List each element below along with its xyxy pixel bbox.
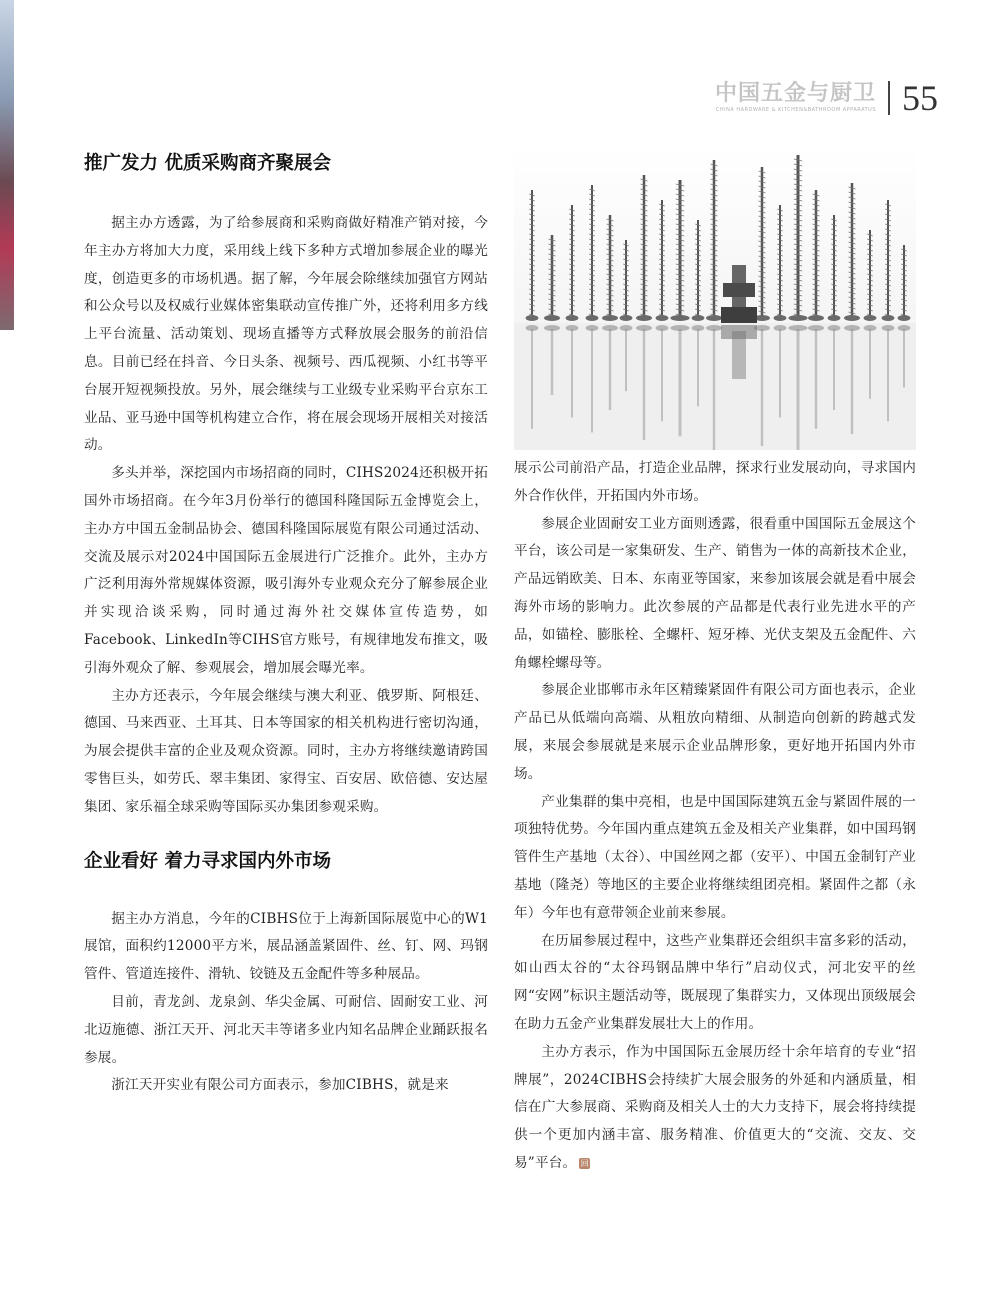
hex-nut [723,283,755,297]
screw-head [620,315,633,321]
screw-head-reflection [544,325,560,331]
paragraph: 产业集群的集中亮相，也是中国国际建筑五金与紧固件展的一项独特优势。今年国内重点建筑五金及相关产业集群，如中国玛钢管件生产基地（太谷）、中国丝网之都（安平）、中国五金制钉产业基地（隆尧）等地区的主要企业将继续组团亮相。紧固件之都（永年）今年也有意带领企业前来参展。 [514,793,916,921]
screw-head-reflection [636,325,652,331]
paragraph-final-text: 主办方表示，作为中国国际五金展历经十余年培育的专业“招牌展”，2024CIBHS会持续扩大展会服务的外延和内涵质量，相信在广大参展商、采购商及相关人士的大力支持下，展会将持续提供一个更加内涵丰富、服务精准、价值更大的“交流、交友、交易”平台。 [514,1043,916,1171]
paragraph: 参展企业固耐安工业方面则透露，很看重中国国际五金展这个平台，该公司是一家集研发、生产、销售为一体的高新技术企业，产品远销欧美、日本、东南亚等国家，来参加该展会就是看中展会海外市场的影响力。此次参展的产品都是代表行业先进水平的产品，如锚栓、膨胀栓、全螺杆、短牙棒、光伏支架及五金配件、六角螺栓螺母等。 [514,515,916,671]
screw-head-reflection [882,325,895,331]
paragraph: 在历届参展过程中，这些产业集群还会组织丰富多彩的活动，如山西太谷的“太谷玛钢品牌中华行”启动仪式，河北安平的丝网“安网”标识主题活动等，既展现了集群实力，又体现出顶级展会在助力五金产业集群发展壮大上的作用。 [514,932,916,1032]
masthead-divider [888,81,890,115]
screw-head [566,315,579,321]
screw-head [882,315,895,321]
screw-head-reflection [526,325,539,331]
paragraph: 据主办方消息，今年的CIBHS位于上海新国际展览中心的W1展馆，面积约12000平方米，展品涵盖紧固件、丝、钉、网、玛钢管件、管道连接件、滑轨、铰链及五金配件等多种展品。 [84,910,488,983]
screw-head [636,315,652,321]
screw-head [864,315,877,321]
paragraph: 参展企业邯郸市永年区精臻紧固件有限公司方面也表示，企业产品已从低端向高端、从粗放向精细、从制造向创新的跨越式发展，来展会参展就是来展示企业品牌形象，更好地开拓国内外市场。 [514,682,916,782]
screw-head [656,315,669,321]
end-mark-icon: 回 [580,1158,589,1168]
screw-head-reflection [828,325,841,331]
masthead [715,78,938,118]
screw-head-reflection [864,325,877,331]
edge-photo-strip [0,0,14,330]
screw-head-reflection [566,325,579,331]
paragraph-final [514,1039,916,1178]
screw-head-reflection [844,325,860,331]
paragraph: 据主办方透露，为了给参展商和采购商做好精准产销对接，今年主办方将加大力度，采用线上线下多种方式增加参展企业的曝光度，创造更多的市场机遇。据了解，今年展会除继续加强官方网站和公众号以及权威行业媒体密集联动宣传推广外，还将利用多方线上平台流量、活动策划、现场直播等方式释放展会服务的前沿信息。目前已经在抖音、今日头条、视频号、西瓜视频、小红书等平台展开短视频投放。另外，展会继续与工业级专业采购平台京东工业品、亚马逊中国等机构建立合作，将在展会现场开展相关对接活动。 [84,215,488,454]
screw-head [706,315,722,321]
screw-head [586,315,599,321]
screw-head-reflection [692,325,705,331]
screw-head-reflection [602,325,618,331]
screws-illustration [514,145,916,450]
screw-head-reflection [898,325,911,331]
screw-head-reflection [808,325,824,331]
screw-head-reflection [706,325,722,331]
paragraph: 主办方还表示，今年展会继续与澳大利亚、俄罗斯、阿根廷、德国、马来西亚、土耳其、日本等国家的相关机构进行密切沟通，为展会提供丰富的企业及观众资源。同时，主办方将继续邀请跨国零售巨头，如劳氏、翠丰集团、家得宝、百安居、欧倍德、安达屋集团、家乐福全球采购等国际买办集团参观采购。 [84,687,488,815]
paragraph: 浙江天开实业有限公司方面表示，参加CIBHS，就是来 [111,1077,449,1094]
screw-head-reflection [670,325,689,331]
left-column [84,148,488,1100]
screw-head [670,315,689,321]
screw-head [808,315,824,321]
paragraph: 多头并举，深挖国内市场招商的同时，CIHS2024还积极开拓国外市场招商。在今年3月份举行的德国科隆国际五金博览会上，主办方中国五金制品协会、德国科隆国际展览有限公司通过活动、交流及展示对2024中国国际五金展进行广泛推介。此外，主办方广泛利用海外常规媒体资源，吸引海外专业观众充分了解参展企业并实现洽谈采购，同时通过海外社交媒体宣传造势，如Facebook、LinkedIn等CIHS官方账号，有规律地发布推文，吸引海外观众了解、参观展会，增加展会曝光率。 [84,465,488,676]
screw-head [602,315,618,321]
bolt-head-reflection [721,325,757,339]
page-number: 55 [902,78,938,118]
screws-and-bolts-photo [514,145,916,450]
screw-head [844,315,860,321]
screw-head [692,315,705,321]
bolt-head [721,307,757,323]
paragraph: 目前，青龙剑、龙泉剑、华尖金属、可耐信、固耐安工业、河北迈施德、浙江天开、河北天丰等诸多业内知名品牌企业踊跃报名参展。 [84,993,488,1066]
screw-head-reflection [620,325,633,331]
screw-head [526,315,539,321]
section-heading: 推广发力 优质采购商齐聚展会 [84,153,331,174]
screw-head [788,315,807,321]
screw-head-reflection [788,325,807,331]
screw-head [828,315,841,321]
screw-head [544,315,560,321]
magazine-logo [715,82,876,114]
section-heading: 企业看好 着力寻求国内外市场 [84,850,331,872]
screw-head [774,315,787,321]
right-column [514,455,916,1178]
magazine-name: 中国五金与厨卫 [714,81,876,106]
paragraph-continuation: 展示公司前沿产品，打造企业品牌，探求行业发展动向，寻求国内外合作伙伴，开拓国内外市场。 [514,460,916,504]
screw-head-reflection [774,325,787,331]
screw-head-reflection [656,325,669,331]
screw-head [898,315,911,321]
screw-head-reflection [586,325,599,331]
magazine-subtitle: CHINA HARDWARE & KITCHEN&BATHROOM APPARATUS [715,107,876,113]
